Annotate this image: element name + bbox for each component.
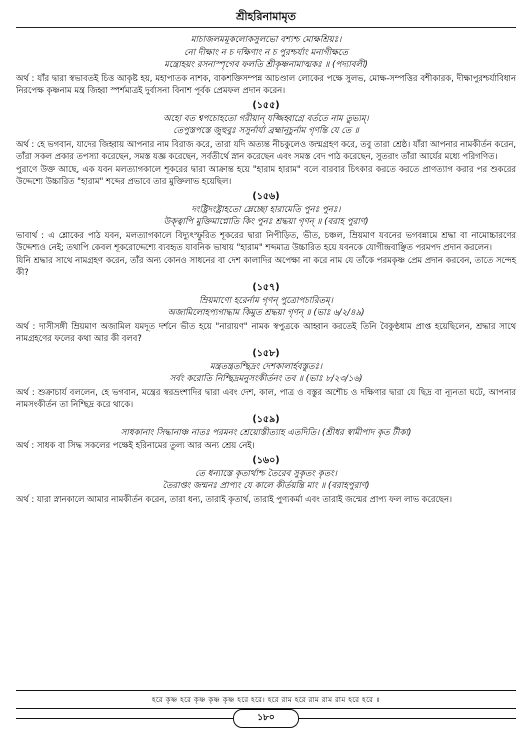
verse-number: (১৫৫): [252, 99, 280, 111]
sanskrit-verse-line: তৈরাপ্তং জন্মনঃ প্রাপ্যং যে কালে কীর্তয়ন্তি মাং ॥ (বরাহপুরাণ): [162, 481, 370, 491]
sanskrit-verse-line: ম্রিয়মাণো হরের্নাম গৃণন্ পুত্রোপচারিতম্।: [199, 295, 333, 306]
verse-number: (১৬০): [252, 454, 280, 466]
sanskrit-verse-line: উক্ত্বাপি মুক্তিমাপ্নোতি কিং পুনঃ শ্রদ্ধয়া গৃণন্ ॥ (বরাহ পুরাণ): [163, 217, 369, 227]
sanskrit-verse-line: অজামিলোহপ্যগাদ্ধাম কিমুত শ্রদ্ধয়া গৃণন্ ॥ (ভাঃ ৬/২/৪৯): [167, 308, 365, 318]
paragraph: অর্থ : হে ভগবান, যাদের জিহ্বায় আপনার নাম বিরাজ করে, তারা যদি অত্যন্ত নীচকুলেও জন্মগ্রহণ করে, তবু তারা শ্রেষ্ঠ। যাঁরা আপনার নামকীর্তন করেন, তাঁরা সকল প্রকার তপস্যা করেছেন, সমস্ত যজ্ঞ করেছেন, সর্বতীর্থে স্নান করেছেন এবং সমস্ত বেদ পাঠ করেছেন, সুতরাং তাঁরা আর্যের মধ্যে পরিগণিত।: [16, 138, 516, 161]
header-rule: [16, 27, 516, 28]
sanskrit-verse-line: নো দীক্ষাং ন চ দক্ষিণাং ন চ পুরশ্চর্যাং মনাগীক্ষতে: [184, 47, 348, 58]
paragraph: ভাবার্থ : এ শ্লোকের পাঠ যবন, মলত্যাগকালে বিদ্যুৎস্ফুরিত শূকরের দ্বারা নিপীড়িত, ভীত, চঞ্চল, ম্রিয়মাণ যবনের ভগবন্নামে শ্রদ্ধা বা নামোচ্চারণের উদ্দেশ্যও নেই; তথাপি কেবল শূকরোদ্দেশ্যে ব্যবহৃত যাবনিক ভাষায় "হারাম" শব্দমাত্র উচ্চারিত হয়ে যবনকে যোগীন্দ্রবাঞ্ছিত পরমপদ প্রদান করলেন।: [16, 229, 516, 252]
page-number: ১৮০: [233, 709, 299, 728]
footer-band: [16, 690, 516, 709]
page-body: [16, 34, 516, 505]
footer-mantra: হরে কৃষ্ণ হরে কৃষ্ণ কৃষ্ণ কৃষ্ণ হরে হরে। হরে রাম হরে রাম রাম রাম হরে হরে ॥: [151, 695, 381, 704]
paragraph: অর্থ : যারা স্নানকালে আমার নামকীর্তন করেন, তারা ধন্য, তারাই কৃতার্থ, তারাই পুণ্যকর্মা এবং তারাই জন্মের প্রাপ্য ফল লাভ করেছেন।: [16, 493, 452, 504]
paragraph: অর্থ : যাঁর দ্বারা স্বভাবতই চিত্ত আকৃষ্ট হয়, মহাপাতক নাশক, বাকশক্তিসম্পন্ন আচণ্ডাল লোকের পক্ষে সুলভ, মোক্ষ-সম্পত্তির বশীকারক, দীক্ষাপুরশ্চর্যাবিধান নিরপেক্ষ কৃষ্ণনাম মন্ত্র জিহ্বা স্পর্শমাত্রই দুর্বাসনা বিনাশ পূর্বক প্রেমফল প্রদান করেন।: [16, 72, 516, 95]
sanskrit-verse-line: সাধকানাং সিদ্ধানাঞ্চ নাতঃ পরমনং শ্রেয়োস্তীত্যাহ এতদিতি। (শ্রীধর স্বামীপাদ কৃত টীকা): [120, 427, 412, 438]
running-header: শ্রীহরিনামামৃত: [236, 10, 296, 23]
sanskrit-verse-line: অহো বত শ্বপচোহতো গরীয়ান্ যজ্জিহ্বাগ্রে বর্ততে নাম তুভ্যম্।: [163, 113, 369, 124]
sanskrit-verse-line: মাচাজলমমূকলোকসুলভো বশ্যশ্চ মোক্ষশ্রিয়ঃ।: [190, 35, 342, 45]
sanskrit-verse-line: তেপুস্তপস্তে জুহুবুঃ সসুর্নার্যা ব্রহ্মানূচুর্নাম গৃণন্তি যে তে ॥: [173, 126, 359, 136]
paragraph: পুরাণে উক্ত আছে, এক যবন মলত্যাগকালে শূকরের দ্বারা আক্রান্ত হয়ে "হারাম হারাম" বলে বারবার চিৎকার করতে করতে প্রাণত্যাগ করার পর শুকরের উদ্দেশ্যে উচ্চারিত "হারাম" শব্দের প্রভাবে তার মুক্তিলাভ হয়েছিল।: [16, 163, 516, 186]
paragraph: অর্থ : শুক্রাচার্য বললেন, হে ভগবান, মন্ত্রের স্বরভ্রংশাদির দ্বারা এবং দেশ, কাল, পাত্র ও বস্তুর অশৌচ ও দক্ষিণার দ্বারা যে ছিদ্র বা ন্যূনতা ঘটে, আপনার নামসংকীর্তন তা নিশ্ছিদ্র করে থাকে।: [16, 386, 516, 409]
paragraph: অর্থ : সাধক বা সিদ্ধ সকলের পক্ষেই হরিনামের তুল্য আর অন্য শ্রেয় নেই।: [16, 440, 255, 450]
paragraph: অর্থ : দাসীসঙ্গী ম্রিয়মাণ অজামিল যমদূত দর্শনে ভীত হয়ে "নারায়ণ" নামক স্বপুত্রকে আহ্বান করতেই তিনি বৈকুণ্ঠধাম প্রাপ্ত হয়েছিলেন, শ্রদ্ধার সাথে নামগ্রহণের ফলের কথা আর কী বলব?: [16, 320, 516, 343]
paragraph: যিনি শ্রদ্ধার সাথে নামগ্রহণ করেন, তাঁর অন্য কোনও সাধনের বা দেশ কালাদির অপেক্ষা না করে নাম যে তাঁকে পরমকৃষ্ণ প্রেম প্রদান করবেন, তাতে সন্দেহ কী?: [16, 254, 516, 277]
verse-number: (১৫৭): [252, 281, 280, 293]
verse-number: (১৫৮): [252, 347, 280, 359]
book-page: [16, 0, 516, 737]
sanskrit-verse-line: দংষ্ট্রিদংষ্ট্রাহতো ম্লেচ্ছো হারামেতি পুনঃ পুনঃ।: [191, 204, 341, 215]
sanskrit-verse-line: মন্ত্রোহয়ং রসনাস্পৃগেব ফলতি শ্রীকৃষ্ণনামাত্মকঃ ॥ (পদ্যাবলী): [164, 60, 368, 70]
sanskrit-verse-line: তে ধন্যাস্তে কৃতার্থাশ্চ তৈরেব সুকৃতং কৃতং।: [195, 468, 337, 479]
verse-number: (১৫৯): [252, 413, 280, 425]
sanskrit-verse-line: মন্ত্রতন্ত্রতশ্ছিদ্রং দেশকালার্হবস্তুতঃ।: [209, 361, 323, 372]
verse-number: (১৫৬): [252, 190, 280, 202]
sanskrit-verse-line: সর্বং করোতি নিশ্ছিদ্রমনুসংকীর্তনং তব ॥ (ভাঃ ৮/২৩/১৬): [169, 374, 363, 384]
page-number-rule-left: [16, 718, 234, 719]
page-number-rule-right: [298, 718, 516, 719]
